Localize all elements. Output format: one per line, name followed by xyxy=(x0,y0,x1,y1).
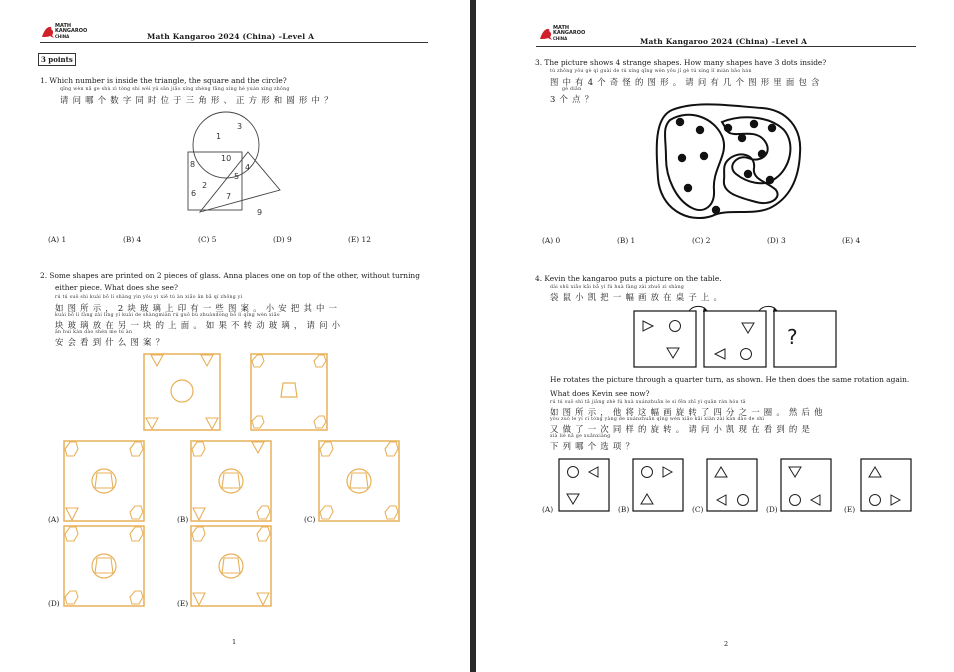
q1-pinyin: qǐng wèn nǎ ge shù zì tóng shí wèi yú sān jiǎo xíng zhèng fāng xíng hé yuán xíng zhōng xyxy=(60,87,290,92)
q3-option-e[interactable]: (E) 4 xyxy=(842,236,861,245)
q1-number: 4 xyxy=(245,163,251,172)
q2-option-d-label[interactable]: (D) xyxy=(48,599,60,608)
q2-option-c-figure[interactable] xyxy=(318,440,400,522)
q3-dot xyxy=(684,184,692,192)
q1-number: 8 xyxy=(190,160,196,169)
q3-dot xyxy=(700,152,708,160)
q1-chinese: 请问哪个数字同时位于三角形、正方形和圆形中？ xyxy=(60,95,337,105)
page-header-title: Math Kangaroo 2024 (China) –Level A xyxy=(147,32,315,41)
q1-option-b[interactable]: (B) 4 xyxy=(123,235,142,244)
q2-pinyin-3: ān huì kàn dào shén me tú àn xyxy=(55,330,133,335)
q1-number: 7 xyxy=(226,192,232,201)
q1-option-e[interactable]: (E) 12 xyxy=(348,235,371,244)
q2-chinese-1: 如图所示，2块玻璃上印有一些图案。小安把其中一 xyxy=(55,303,342,313)
q2-option-c-label[interactable]: (C) xyxy=(304,515,316,524)
q1-text: 1. Which number is inside the triangle, the square and the circle? xyxy=(40,76,287,85)
q1-number: 2 xyxy=(202,181,208,190)
q3-chinese-1: 图中有4个奇怪的图形。请问有几个图形里面包含 xyxy=(550,77,824,87)
q3-dot xyxy=(750,120,758,128)
q3-option-a[interactable]: (A) 0 xyxy=(542,236,561,245)
q3-dot xyxy=(738,134,746,142)
q3-dot xyxy=(676,118,684,126)
glass-piece-1 xyxy=(143,353,221,431)
q1-option-d[interactable]: (D) 9 xyxy=(273,235,292,244)
q4-chinese-1: 袋鼠小凯把一幅画放在桌子上。 xyxy=(550,292,727,302)
q3-strange-shapes-figure xyxy=(652,98,808,228)
header-rule xyxy=(40,42,428,43)
q3-shape-2 xyxy=(665,115,724,210)
q3-chinese-2: 3个点？ xyxy=(550,94,598,104)
q1-number: 3 xyxy=(237,122,243,131)
q2-option-b-label[interactable]: (B) xyxy=(177,515,189,524)
q4-chinese-2: 如图所示，他将这幅画旋转了四分之一圈。然后他 xyxy=(550,407,827,417)
q3-option-c[interactable]: (C) 2 xyxy=(692,236,711,245)
q4-text-2: He rotates the picture through a quarter turn, as shown. He then does the same rotation again. xyxy=(550,375,910,384)
q4-question-mark: ? xyxy=(787,325,798,349)
q4-chinese-4: 下列哪个选项？ xyxy=(550,441,639,451)
q2-pinyin-2: kuài bō li fàng zài lìng yí kuài de shàngmiàn rú guǒ bù zhuàndòng bō li qǐng wèn xiǎo xyxy=(55,313,280,318)
q2-option-a-figure[interactable] xyxy=(63,440,145,522)
q1-square xyxy=(188,152,242,210)
page-number: 1 xyxy=(232,638,237,646)
q4-pinyin-3: yòu zuò le yí cì tóng yàng de xuánzhuǎn qǐng wèn xiǎo kǎi xiàn zài kàn dào de shì xyxy=(550,417,765,422)
page-number: 2 xyxy=(724,640,729,648)
q1-number: 5 xyxy=(234,172,240,181)
points-badge: 3 points xyxy=(38,53,76,66)
q3-dot xyxy=(678,154,686,162)
page-2 xyxy=(476,0,954,672)
q2-chinese-2: 块玻璃放在另一块的上面。如果不转动玻璃，请问小 xyxy=(55,320,345,330)
glass-piece-2 xyxy=(250,353,328,431)
logo-text: MATH KANGAROO CHINA xyxy=(55,23,88,39)
q1-triangle xyxy=(200,152,280,212)
page-1 xyxy=(0,0,470,672)
q4-option-d-label[interactable]: (D) xyxy=(766,505,778,514)
q1-number: 1 xyxy=(216,132,222,141)
q4-pinyin-4: xià liè nǎ ge xuǎnxiàng xyxy=(550,434,611,439)
kangaroo-logo-icon xyxy=(538,27,554,41)
q3-text: 3. The picture shows 4 strange shapes. How many shapes have 3 dots inside? xyxy=(535,58,827,67)
q2-chinese-3: 安会看到什么图案？ xyxy=(55,337,169,347)
q4-option-a-label[interactable]: (A) xyxy=(542,505,554,514)
q3-dot xyxy=(768,124,776,132)
q3-pinyin-1: tú zhōng yǒu gè qí guài de tú xíng qǐng wèn yǒu jǐ gè tú xíng lǐ miàn bāo hán xyxy=(550,69,752,74)
q3-dot xyxy=(766,176,774,184)
q2-option-d-figure[interactable] xyxy=(63,525,145,607)
q4-option-b-figure[interactable] xyxy=(632,458,684,512)
q2-text-line2: either piece. What does she see? xyxy=(55,283,178,292)
q4-pinyin-1: dài shǔ xiǎo kǎi bǎ yì fú huà fàng zài zhuō zi shàng xyxy=(550,285,685,290)
q4-option-b-label[interactable]: (B) xyxy=(618,505,630,514)
q3-dot xyxy=(696,126,704,134)
q1-number: 10 xyxy=(221,154,232,163)
q3-dot xyxy=(744,170,752,178)
q1-shapes-figure xyxy=(180,110,290,225)
q4-pinyin-2: rú tú suǒ shì tā jiāng zhè fú huà xuánzhuǎn le sì fēn zhī yì quān rán hòu tā xyxy=(550,400,746,405)
q3-option-d[interactable]: (D) 3 xyxy=(767,236,786,245)
q4-chinese-3: 又做了一次同样的旋转。请问小凯现在看到的是 xyxy=(550,424,815,434)
q3-dot xyxy=(712,206,720,214)
q1-option-c[interactable]: (C) 5 xyxy=(198,235,217,244)
q2-option-a-label[interactable]: (A) xyxy=(48,515,60,524)
q4-option-d-figure[interactable] xyxy=(780,458,832,512)
q4-option-c-label[interactable]: (C) xyxy=(692,505,704,514)
q1-number: 9 xyxy=(257,208,263,217)
q2-text-line1: 2. Some shapes are printed on 2 pieces of glass. Anna places one on top of the other, without turning xyxy=(40,271,420,280)
q4-option-a-figure[interactable] xyxy=(558,458,610,512)
q4-text-3: What does Kevin see now? xyxy=(550,389,650,398)
kangaroo-logo-icon xyxy=(40,25,56,39)
q3-dot xyxy=(724,124,732,132)
q3-pinyin-2: gè diǎn xyxy=(562,87,582,92)
q4-option-e-label[interactable]: (E) xyxy=(844,505,856,514)
q4-option-e-figure[interactable] xyxy=(860,458,912,512)
q4-option-c-figure[interactable] xyxy=(706,458,758,512)
q1-number: 6 xyxy=(191,189,197,198)
q4-text: 4. Kevin the kangaroo puts a picture on the table. xyxy=(535,274,722,283)
q3-option-b[interactable]: (B) 1 xyxy=(617,236,636,245)
q2-option-e-label[interactable]: (E) xyxy=(177,599,189,608)
q1-option-a[interactable]: (A) 1 xyxy=(48,235,67,244)
q2-option-b-figure[interactable] xyxy=(190,440,272,522)
q3-dot xyxy=(758,150,766,158)
logo-text: MATH KANGAROO CHINA xyxy=(553,25,586,41)
header-rule xyxy=(536,46,916,47)
q4-rotation-sequence xyxy=(633,305,839,369)
q2-pinyin-1: rú tú suǒ shì kuài bō li shàng yìn yǒu yì xiē tú àn xiǎo ān bǎ qí zhōng yí xyxy=(55,295,243,300)
page-header-title: Math Kangaroo 2024 (China) –Level A xyxy=(640,37,808,46)
q2-option-e-figure[interactable] xyxy=(190,525,272,607)
